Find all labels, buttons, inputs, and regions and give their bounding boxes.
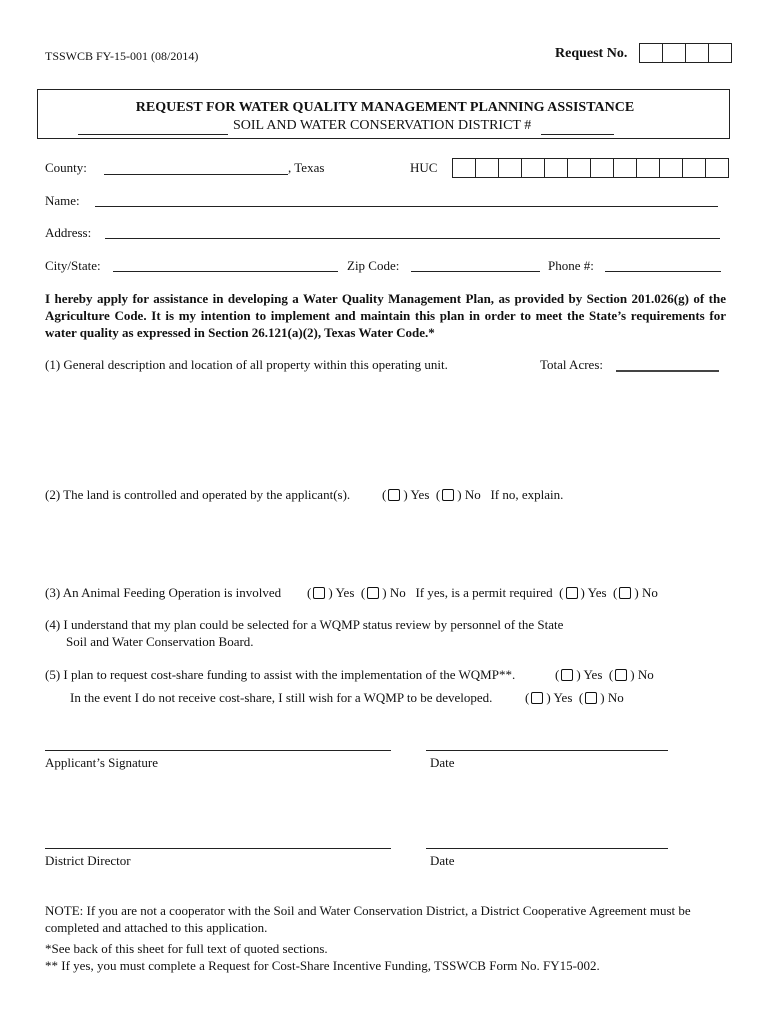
item-5-yes-label: Yes bbox=[583, 667, 603, 682]
item-3-text: (3) An Animal Feeding Operation is involved bbox=[45, 585, 282, 600]
footnote-1: *See back of this sheet for full text of quoted sections. bbox=[45, 941, 328, 956]
county-label: County: bbox=[45, 160, 87, 175]
huc-field[interactable] bbox=[452, 158, 729, 178]
county-field[interactable] bbox=[104, 174, 288, 175]
city-state-field[interactable] bbox=[113, 271, 338, 272]
item-2-text: (2) The land is controlled and operated by the applicant(s). bbox=[45, 487, 351, 502]
city-state-label: City/State: bbox=[45, 258, 101, 273]
permit-yes-label: Yes bbox=[587, 585, 607, 600]
form-id: TSSWCB FY-15-001 (08/2014) bbox=[45, 49, 199, 63]
permit-no-label: No bbox=[641, 585, 658, 600]
total-acres-field[interactable] bbox=[616, 370, 719, 372]
intro-paragraph: I hereby apply for assistance in developing a Water Quality Management Plan, as provided by Section 201.026(g) of the Agriculture Code. It is my intention to implement and maintain this plan in order to meet the State’s requirements for water quality as expressed in Section 26.121(a)(2), Texas Water Code.* bbox=[45, 291, 726, 340]
item-2-yes-label: Yes bbox=[410, 487, 430, 502]
item-3-permit-text: If yes, is a permit required bbox=[415, 585, 553, 600]
item-5-options bbox=[555, 667, 654, 683]
item-2-options bbox=[382, 487, 563, 503]
item-3-yes-label: Yes bbox=[335, 585, 355, 600]
district-name-field[interactable] bbox=[78, 134, 228, 135]
item-5-yes-checkbox[interactable]: ( ) bbox=[555, 667, 581, 682]
item-2-yes-checkbox[interactable]: ( ) bbox=[382, 487, 408, 502]
request-no-field[interactable] bbox=[639, 43, 732, 63]
cooperator-note: NOTE: If you are not a cooperator with the Soil and Water Conservation District, a District Cooperative Agreement must be completed and attached to this application. bbox=[45, 903, 691, 935]
address-field[interactable] bbox=[105, 238, 720, 239]
item-3-no-label: No bbox=[389, 585, 406, 600]
permit-no-checkbox[interactable]: ( ) bbox=[613, 585, 639, 600]
huc-label: HUC bbox=[410, 160, 438, 175]
item-5b-yes-label: Yes bbox=[553, 690, 573, 705]
item-5-no-checkbox[interactable]: ( ) bbox=[608, 667, 635, 682]
item-5-no-label: No bbox=[637, 667, 654, 682]
request-no-label: Request No. bbox=[555, 46, 628, 61]
phone-field[interactable] bbox=[605, 271, 721, 272]
address-label: Address: bbox=[45, 225, 92, 240]
director-signature-field[interactable] bbox=[45, 848, 391, 849]
name-label: Name: bbox=[45, 193, 80, 208]
zip-field[interactable] bbox=[411, 271, 540, 272]
item-5b-text: In the event I do not receive cost-share, I still wish for a WQMP to be developed. bbox=[70, 690, 493, 705]
item-5-text: (5) I plan to request cost-share funding to assist with the implementation of the WQMP**. bbox=[45, 667, 516, 682]
item-3-no-checkbox[interactable]: ( ) bbox=[360, 585, 387, 600]
director-date-field[interactable] bbox=[426, 848, 668, 849]
director-date-label: Date bbox=[430, 853, 455, 868]
item-5b-no-checkbox[interactable]: ( ) bbox=[578, 690, 605, 705]
phone-label: Phone #: bbox=[548, 258, 594, 273]
item-1-text: (1) General description and location of all property within this operating unit. bbox=[45, 357, 448, 372]
district-subtitle: SOIL AND WATER CONSERVATION DISTRICT # bbox=[233, 118, 532, 133]
item-2-no-checkbox[interactable]: ( ) bbox=[435, 487, 462, 502]
item-4-text: (4) I understand that my plan could be selected for a WQMP status review by personnel of the State bbox=[45, 617, 564, 632]
item-5b-yes-checkbox[interactable]: ( ) bbox=[525, 690, 551, 705]
item-5b-options bbox=[525, 690, 624, 706]
director-signature-label: District Director bbox=[45, 853, 131, 868]
zip-label: Zip Code: bbox=[347, 258, 400, 273]
item-4-text-cont: Soil and Water Conservation Board. bbox=[66, 634, 254, 649]
applicant-signature-field[interactable] bbox=[45, 750, 391, 751]
item-3-options bbox=[307, 585, 658, 601]
item-2-no-label: No bbox=[464, 487, 481, 502]
applicant-signature-label: Applicant’s Signature bbox=[45, 755, 159, 770]
applicant-date-label: Date bbox=[430, 755, 455, 770]
applicant-date-field[interactable] bbox=[426, 750, 668, 751]
footnote-2: ** If yes, you must complete a Request for Cost-Share Incentive Funding, TSSWCB Form No. FY15-002. bbox=[45, 958, 600, 973]
item-2-explain-text: If no, explain. bbox=[490, 487, 564, 502]
item-5b-no-label: No bbox=[607, 690, 624, 705]
name-field[interactable] bbox=[95, 206, 718, 207]
item-3-yes-checkbox[interactable]: ( ) bbox=[307, 585, 333, 600]
total-acres-label: Total Acres: bbox=[540, 357, 603, 372]
form-title: REQUEST FOR WATER QUALITY MANAGEMENT PLANNING ASSISTANCE bbox=[135, 100, 635, 115]
district-number-field[interactable] bbox=[541, 134, 614, 135]
texas-label: , Texas bbox=[288, 160, 325, 175]
permit-yes-checkbox[interactable]: ( ) bbox=[559, 585, 585, 600]
